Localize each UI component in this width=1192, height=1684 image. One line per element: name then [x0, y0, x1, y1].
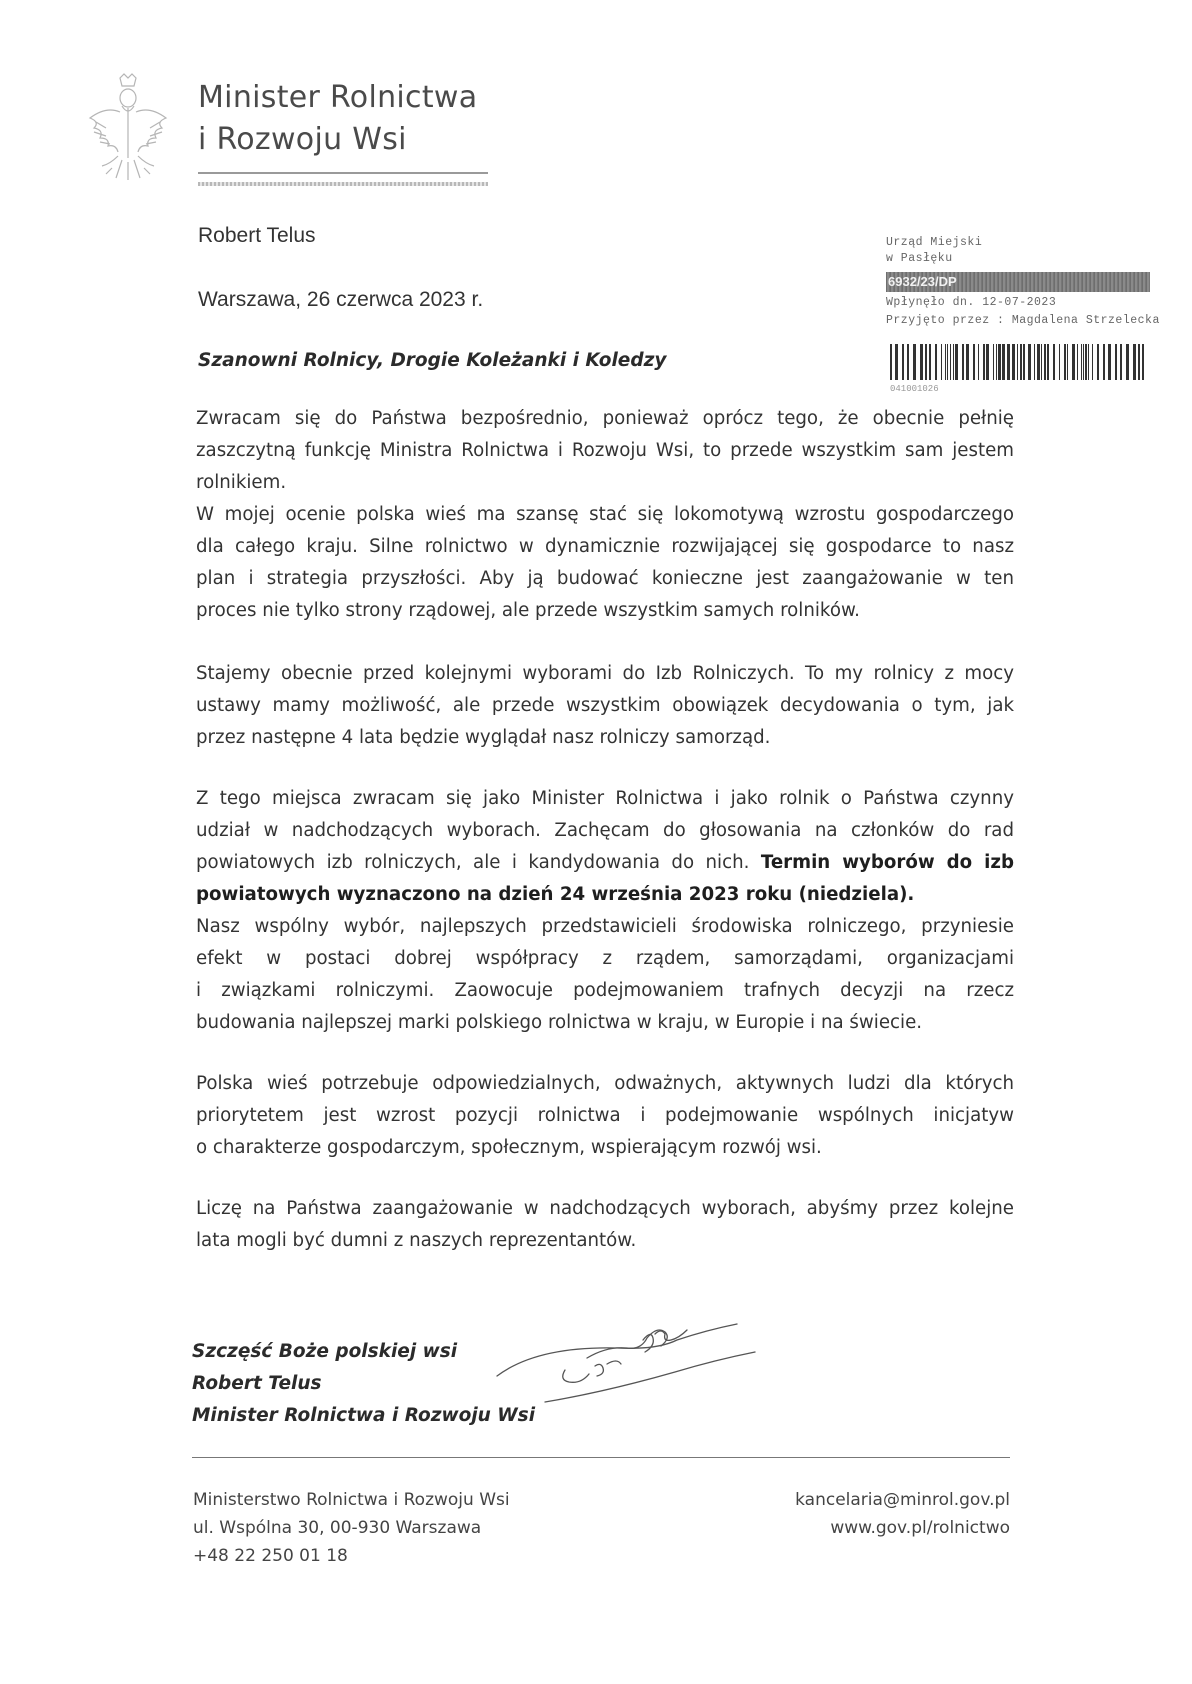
body-line — [196, 408, 1014, 430]
body-line — [196, 727, 1014, 749]
body-text: przez następne 4 lata będzie wyglądał nasz rolniczy samorząd. — [196, 727, 771, 748]
body-line — [196, 1137, 1014, 1159]
body-text: efekt w postaci dobrej współpracy z rządem, samorządami, organizacjami — [196, 948, 1014, 969]
ministry-subtitle: i Rozwoju Wsi — [198, 122, 407, 157]
letter-date: Warszawa, 26 czerwca 2023 r. — [198, 288, 484, 311]
barcode-bar — [1023, 344, 1025, 380]
barcode-bar — [996, 344, 997, 380]
barcode-bar — [953, 344, 954, 380]
body-line — [196, 1073, 1014, 1095]
body-text: udział w nadchodzących wyborach. Zachęcam do głosowania na członków do rad — [196, 820, 1014, 841]
body-text: Nasz wspólny wybór, najlepszych przedstawicieli środowiska rolniczego, przyniesie — [196, 916, 1014, 937]
body-text: powiatowych izb rolniczych, ale i kandydowania do nich. — [196, 852, 750, 873]
body-text: ustawy mamy możliwość, ale przede wszystkim obowiązek decydowania o tym, jak — [196, 695, 1014, 716]
barcode-bar — [955, 344, 958, 380]
barcode-bar — [1059, 344, 1060, 380]
footer-website[interactable]: www.gov.pl/rolnictwo — [830, 1518, 1010, 1538]
barcode-bar — [1047, 344, 1049, 380]
barcode-bar — [929, 344, 931, 380]
barcode-bar — [1138, 344, 1140, 380]
body-text: i związkami rolniczymi. Zaowocuje podejmowaniem trafnych decyzji na rzecz — [196, 980, 1014, 1001]
closing-position: Minister Rolnictwa i Rozwoju Wsi — [192, 1405, 536, 1426]
barcode-bar — [1041, 344, 1042, 380]
barcode-bar — [890, 344, 892, 380]
body-line — [196, 852, 1014, 874]
closing-name: Robert Telus — [192, 1373, 322, 1394]
body-text: dla całego kraju. Silne rolnictwo w dynamicznie rozwijającej się gospodarce to nasz — [196, 536, 1014, 557]
barcode-bar — [998, 344, 1001, 380]
barcode-bar — [947, 344, 948, 380]
body-line — [196, 472, 1014, 494]
barcode-bar — [925, 344, 927, 380]
barcode-bar — [1017, 344, 1018, 380]
barcode-bar — [1072, 344, 1075, 380]
barcode-icon — [890, 344, 1146, 380]
body-bold-text: powiatowych wyznaczono na dzień 24 września 2023 roku (niedziela). — [196, 884, 915, 905]
body-text: priorytetem jest wzrost pozycji rolnictwa i podejmowanie wspólnych inicjatyw — [196, 1105, 1014, 1126]
barcode-bar — [973, 344, 975, 380]
barcode-bar — [986, 344, 989, 380]
registration-stamp — [886, 236, 1160, 396]
barcode-bar — [1044, 344, 1046, 380]
footer-address: ul. Wspólna 30, 00-930 Warszawa — [193, 1518, 482, 1538]
barcode-bar — [935, 344, 937, 380]
barcode-bar — [945, 344, 946, 380]
barcode-bar — [1028, 344, 1031, 380]
header-divider-pattern — [198, 182, 488, 186]
barcode-bar — [1115, 344, 1117, 380]
body-text: Liczę na Państwa zaangażowanie w nadchodzących wyborach, abyśmy przez kolejne — [196, 1198, 1014, 1219]
header-divider — [198, 172, 488, 174]
barcode-bar — [1092, 344, 1093, 380]
author-name: Robert Telus — [198, 224, 316, 247]
body-text: Zwracam się do Państwa bezpośrednio, ponieważ oprócz tego, że obecnie pełnię — [196, 408, 1014, 429]
barcode-bar — [1012, 344, 1015, 380]
barcode-bar — [1088, 344, 1089, 380]
footer-phone: +48 22 250 01 18 — [193, 1546, 348, 1566]
salutation: Szanowni Rolnicy, Drogie Koleżanki i Koledzy — [198, 350, 667, 371]
body-text: rolnikiem. — [196, 472, 287, 493]
body-text: zaszczytną funkcję Ministra Rolnictwa i Rozwoju Wsi, to przede wszystkim sam jestem — [196, 440, 1014, 461]
body-line — [196, 536, 1014, 558]
stamp-office: Urząd Miejski — [886, 236, 983, 249]
body-line — [196, 980, 1014, 1002]
body-line — [196, 948, 1014, 970]
barcode-bar — [941, 344, 942, 380]
body-line — [196, 663, 1014, 685]
barcode-bar — [1007, 344, 1010, 380]
barcode-bar — [983, 344, 985, 380]
body-line — [196, 695, 1014, 717]
barcode-bar — [1083, 344, 1084, 380]
barcode-bar — [1126, 344, 1129, 380]
stamp-number: 6932/23/DP — [888, 274, 957, 289]
body-text: proces nie tylko strony rządowej, ale przede wszystkim samych rolników. — [196, 600, 860, 621]
body-text: Stajemy obecnie przed kolejnymi wyborami do Izb Rolniczych. To my rolnicy z mocy — [196, 663, 1014, 684]
barcode-bar — [913, 344, 916, 380]
barcode-bar — [993, 344, 994, 380]
body-line — [196, 440, 1014, 462]
barcode-bar — [1097, 344, 1099, 380]
barcode-bar — [902, 344, 904, 380]
body-line — [196, 600, 1014, 622]
barcode-bar — [1034, 344, 1035, 380]
signature-icon — [495, 1318, 775, 1428]
stamp-number-box — [886, 272, 1150, 292]
body-line — [196, 568, 1014, 590]
barcode-number: 041001026 — [890, 384, 939, 394]
ministry-title: Minister Rolnictwa — [198, 80, 478, 115]
closing-blessing: Szczęść Boże polskiej wsi — [192, 1341, 458, 1362]
barcode-bar — [1108, 344, 1111, 380]
barcode-bar — [1133, 344, 1136, 380]
footer-organization: Ministerstwo Rolnictwa i Rozwoju Wsi — [193, 1490, 510, 1510]
body-text: Polska wieś potrzebuje odpowiedzialnych, odważnych, aktywnych ludzi dla których — [196, 1073, 1014, 1094]
polish-eagle-icon — [82, 72, 174, 184]
barcode-bar — [907, 344, 909, 380]
body-line — [196, 1230, 1014, 1252]
body-line — [196, 1105, 1014, 1127]
stamp-received: Wpłynęło dn. 12-07-2023 — [886, 296, 1057, 309]
barcode-bar — [1002, 344, 1005, 380]
barcode-bar — [1064, 344, 1066, 380]
body-line — [196, 504, 1014, 526]
footer-email[interactable]: kancelaria@minrol.gov.pl — [795, 1490, 1010, 1510]
barcode-bar — [895, 344, 898, 380]
barcode-bar — [1103, 344, 1105, 380]
barcode-bar — [920, 344, 923, 380]
body-line — [196, 884, 1014, 906]
stamp-accepted: Przyjęto przez : Magdalena Strzelecka — [886, 314, 1160, 327]
footer-divider — [192, 1457, 1010, 1458]
barcode-bar — [1053, 344, 1055, 380]
body-text: plan i strategia przyszłości. Aby ją budować konieczne jest zaangażowanie w ten — [196, 568, 1014, 589]
barcode-bar — [962, 344, 964, 380]
barcode-bar — [978, 344, 979, 380]
barcode-bar — [1020, 344, 1022, 380]
barcode-bar — [1142, 344, 1144, 380]
barcode-bar — [950, 344, 951, 380]
body-text: Z tego miejsca zwracam się jako Minister Rolnictwa i jako rolnik o Państwa czynny — [196, 788, 1014, 809]
body-line — [196, 820, 1014, 842]
barcode-bar — [1067, 344, 1068, 380]
body-text: budowania najlepszej marki polskiego rolnictwa w kraju, w Europie i na świecie. — [196, 1012, 923, 1033]
stamp-town: w Pasłęku — [886, 252, 953, 265]
body-text: W mojej ocenie polska wieś ma szansę stać się lokomotywą wzrostu gospodarczego — [196, 504, 1014, 525]
barcode-bar — [1037, 344, 1040, 380]
body-bold-text: Termin wyborów do izb — [760, 852, 1014, 873]
barcode-bar — [1077, 344, 1078, 380]
body-line — [196, 1198, 1014, 1220]
body-text: lata mogli być dumni z naszych reprezentantów. — [196, 1230, 637, 1251]
barcode-bar — [966, 344, 969, 380]
body-text: o charakterze gospodarczym, społecznym, wspierającym rozwój wsi. — [196, 1137, 822, 1158]
barcode-bar — [1085, 344, 1087, 380]
barcode-bar — [1081, 344, 1082, 380]
barcode-bar — [1120, 344, 1122, 380]
body-line — [196, 916, 1014, 938]
body-line — [196, 1012, 1014, 1034]
body-line — [196, 788, 1014, 810]
